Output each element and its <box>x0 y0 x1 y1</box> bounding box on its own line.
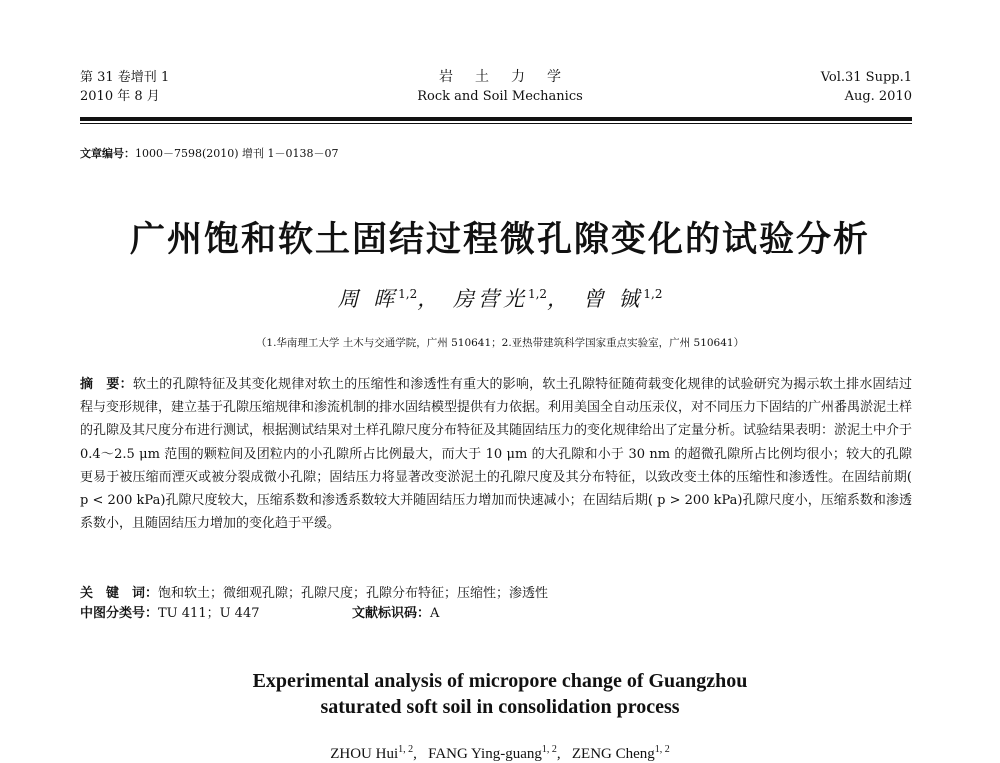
author-en-affil: 1, 2 <box>654 744 670 755</box>
date-en: Aug. 2010 <box>844 89 912 104</box>
title-en <box>0 668 1000 720</box>
classification-line <box>80 604 912 624</box>
clc-label: 中图分类号： <box>80 606 159 621</box>
volume-en: Vol.31 Supp.1 <box>820 70 912 85</box>
journal-name-cn: 岩土力学 <box>439 69 583 85</box>
author-en-affil: 1, 2 <box>398 744 414 755</box>
authors-cn: 周 晖$^{1,2}$， 房营光$^{1,2}$， 曾 铖$^{1,2}$ <box>337 287 663 311</box>
title-en-line1: Experimental analysis of micropore change of Guangzhou <box>252 670 748 692</box>
authors-en: ZHOU Hui$^{1, 2}$, FANG Ying-guang$^{1, 2}$, ZENG Cheng$^{1, 2}$ <box>330 744 670 762</box>
author-en-name: FANG Ying-guang <box>428 746 542 762</box>
article-number-value: 1000－7598(2010) 增刊 1－0138－07 <box>135 147 339 160</box>
volume-cn: 第 31 卷增刊 1 <box>80 70 170 85</box>
author-cn-name: 曾 铖 <box>582 287 644 311</box>
keywords-text: 饱和软土；微细观孔隙；孔隙尺度；孔隙分布特征；压缩性；渗透性 <box>158 586 549 601</box>
article-number-label: 文章编号： <box>80 147 135 160</box>
date-cn: 2010 年 8 月 <box>80 89 160 104</box>
keywords-label: 关 键 词： <box>80 586 159 601</box>
author-en-name: ZHOU Hui <box>330 746 399 762</box>
document-code-value: A <box>430 606 440 621</box>
header-rule-thin <box>80 123 912 124</box>
author-cn-affil: 1,2 <box>527 287 548 301</box>
clc-value: TU 411；U 447 <box>158 606 260 621</box>
author-en-affil: 1, 2 <box>541 744 557 755</box>
author-en-name: ZENG Cheng <box>571 746 655 762</box>
header-right <box>821 68 912 106</box>
abstract-label: 摘 要： <box>80 377 133 392</box>
title-cn: 广州饱和软土固结过程微孔隙变化的试验分析 <box>129 220 870 260</box>
author-cn-name: 房营光 <box>452 287 528 311</box>
author-cn-affil: 1,2 <box>643 287 663 301</box>
header-rule-thick <box>80 117 912 121</box>
journal-name-en: Rock and Soil Mechanics <box>417 89 583 104</box>
author-cn-name: 周 晖 <box>337 287 399 311</box>
keywords-cn <box>80 584 912 604</box>
abstract-cn <box>80 373 912 535</box>
affiliation-cn: （1.华南理工大学 土木与交通学院，广州 510641；2.亚热带建筑科学国家重点实验室，广州 510641） <box>255 337 745 349</box>
author-cn-affil: 1,2 <box>398 287 418 301</box>
document-code <box>352 604 439 624</box>
title-en-line2: saturated soft soil in consolidation process <box>320 696 680 718</box>
article-number <box>80 145 339 161</box>
document-code-label: 文献标识码： <box>352 606 431 621</box>
abstract-text: 软土的孔隙特征及其变化规律对软土的压缩性和渗透性有重大的影响，软土孔隙特征随荷载变化规律的试验研究为揭示软土排水固结过程与变形规律，建立基于孔隙压缩规律和渗流机制的排水固结模型提供有力依据。利用美国全自动压汞仪，对不同压力下固结的广州番禺淤泥土样的孔隙及其尺度分布进行测试，根据测试结果对土样孔隙尺度分布特征及其随固结压力的变化规律给出了定量分析。试验结果表明：淤泥土中介于 0.4～2.5 μm 范围的颗粒间及团粒内的小孔隙所占比例最大，而大于 10 μm 的大孔隙和小于 30 nm 的超微孔隙所占比例均很小；较大的孔隙更易于被压缩而湮灭或被分裂成微小孔隙；固结压力将显著改变淤泥土的孔隙尺度及其分布特征，以致改变土体的压缩性和渗透性。在固结前期( p < 200 kPa)孔隙尺度较大，压缩系数和渗透系数较大并随固结压力增加而快速减小；在固结后期( p > 200 kPa)孔隙尺度小，压缩系数和渗透系数小，且随固结压力增加的变化趋于平缓。 <box>80 377 913 532</box>
